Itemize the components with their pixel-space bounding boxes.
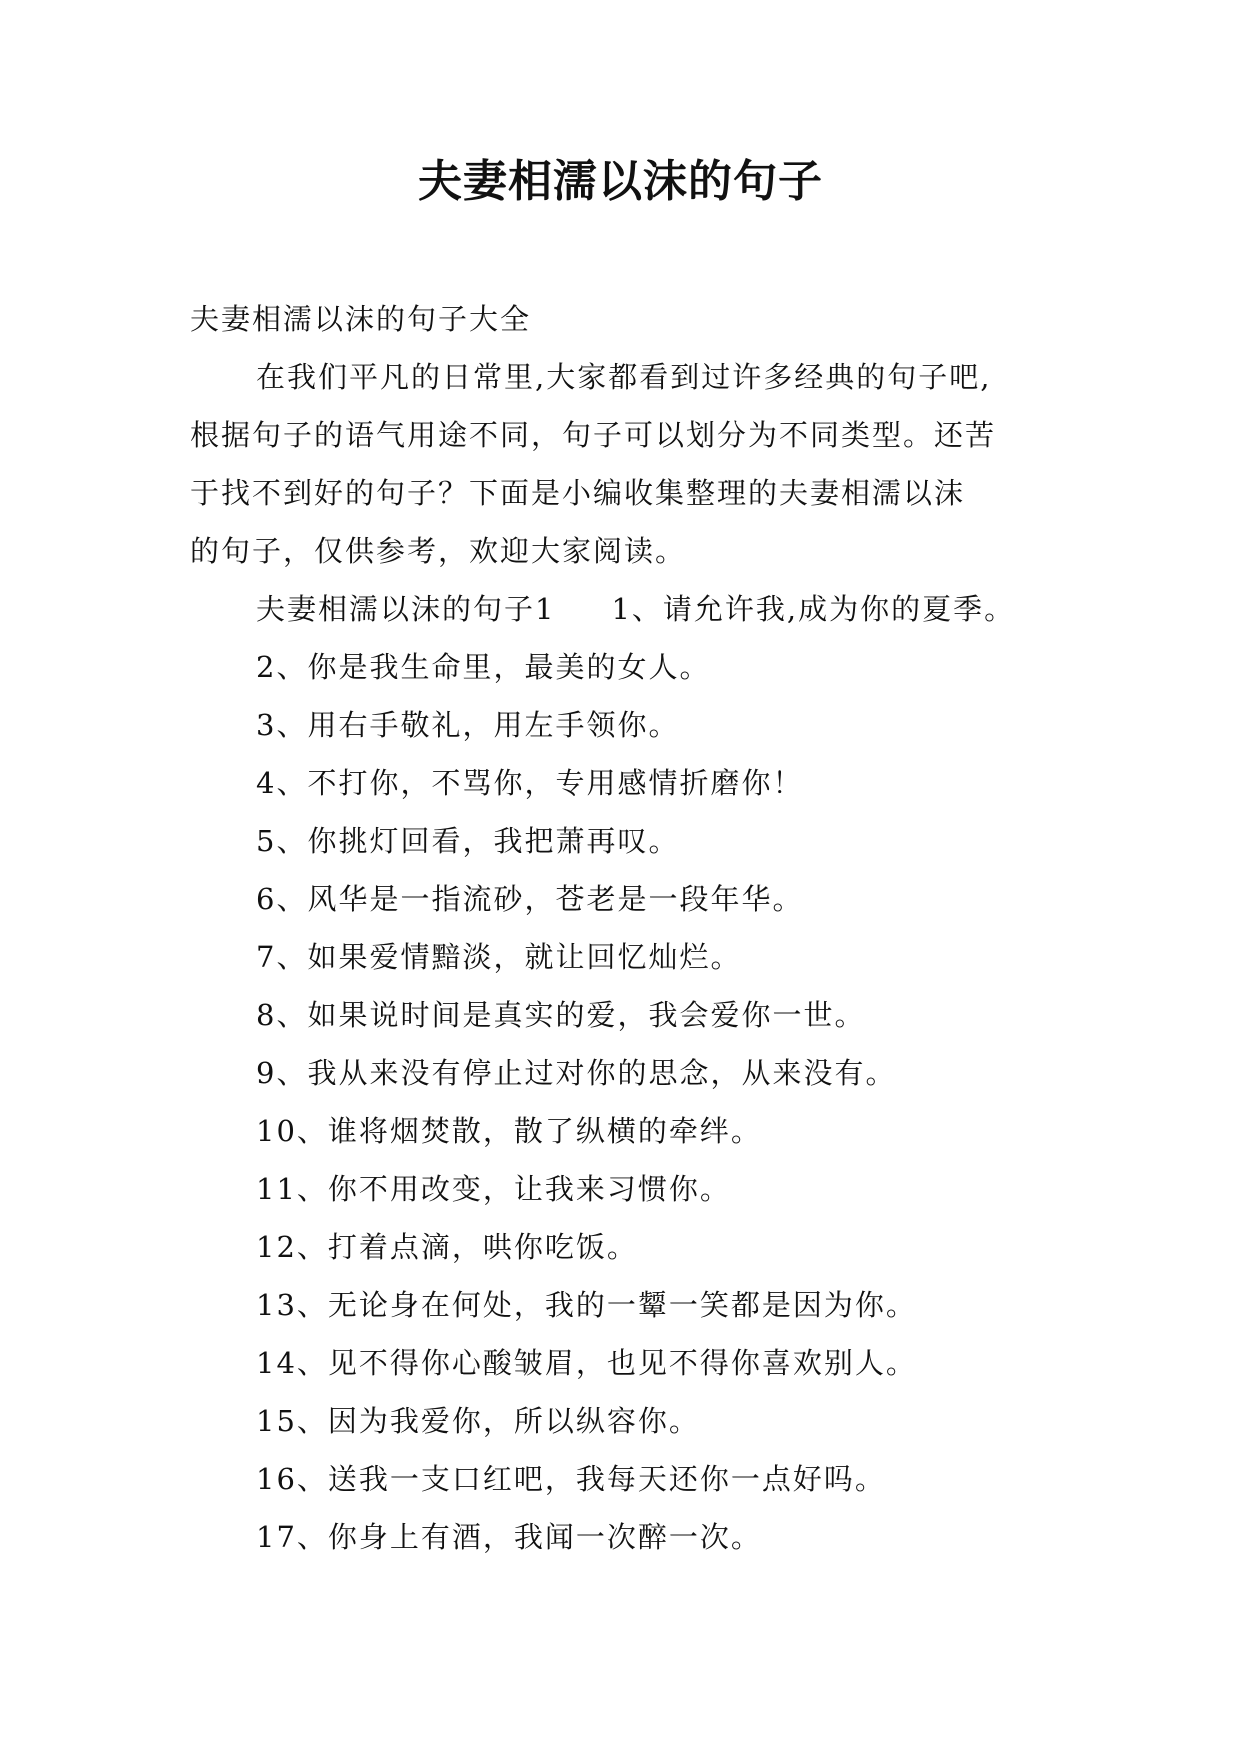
list-item: 15、因为我爱你，所以纵容你。: [256, 1404, 700, 1438]
list-item: 7、如果爱情黯淡，就让回忆灿烂。: [256, 940, 742, 974]
intro-line: 在我们平凡的日常里,大家都看到过许多经典的句子吧,: [256, 360, 992, 394]
intro-line: 的句子，仅供参考，欢迎大家阅读。: [190, 534, 687, 568]
section-line: [190, 580, 1060, 638]
list-item: 5、你挑灯回看，我把萧再叹。: [256, 824, 680, 858]
list-item: 14、见不得你心酸皱眉，也见不得你喜欢别人。: [256, 1346, 917, 1380]
list-item: 8、如果说时间是真实的爱，我会爱你一世。: [256, 998, 866, 1032]
document-title: 夫妻相濡以沫的句子: [418, 156, 823, 207]
document-body: [190, 290, 1060, 1566]
intro-line: 于找不到好的句子？下面是小编收集整理的夫妻相濡以沫: [190, 476, 966, 510]
list-item: 9、我从来没有停止过对你的思念，从来没有。: [256, 1056, 897, 1090]
list-item: 3、用右手敬礼，用左手领你。: [256, 708, 680, 742]
document-subtitle: 夫妻相濡以沫的句子大全: [190, 302, 532, 336]
intro-line: 根据句子的语气用途不同，句子可以划分为不同类型。还苦: [190, 418, 997, 452]
list-item: 10、谁将烟焚散，散了纵横的牵绊。: [256, 1114, 762, 1148]
list-item: 12、打着点滴，哄你吃饭。: [256, 1230, 638, 1264]
list-item: 11、你不用改变，让我来习惯你。: [256, 1172, 731, 1206]
list-item: 6、风华是一指流砂，苍老是一段年华。: [256, 882, 804, 916]
section-heading: 夫妻相濡以沫的句子1: [256, 592, 556, 626]
list-item: 16、送我一支口红吧，我每天还你一点好吗。: [256, 1462, 886, 1496]
list-item: 4、不打你，不骂你，专用感情折磨你！: [256, 766, 804, 800]
list-item: 1、请允许我,成为你的夏季。: [611, 592, 1016, 626]
list-item: 13、无论身在何处，我的一颦一笑都是因为你。: [256, 1288, 917, 1322]
list-item: 17、你身上有酒，我闻一次醉一次。: [256, 1520, 762, 1554]
list-item: 2、你是我生命里，最美的女人。: [256, 650, 711, 684]
